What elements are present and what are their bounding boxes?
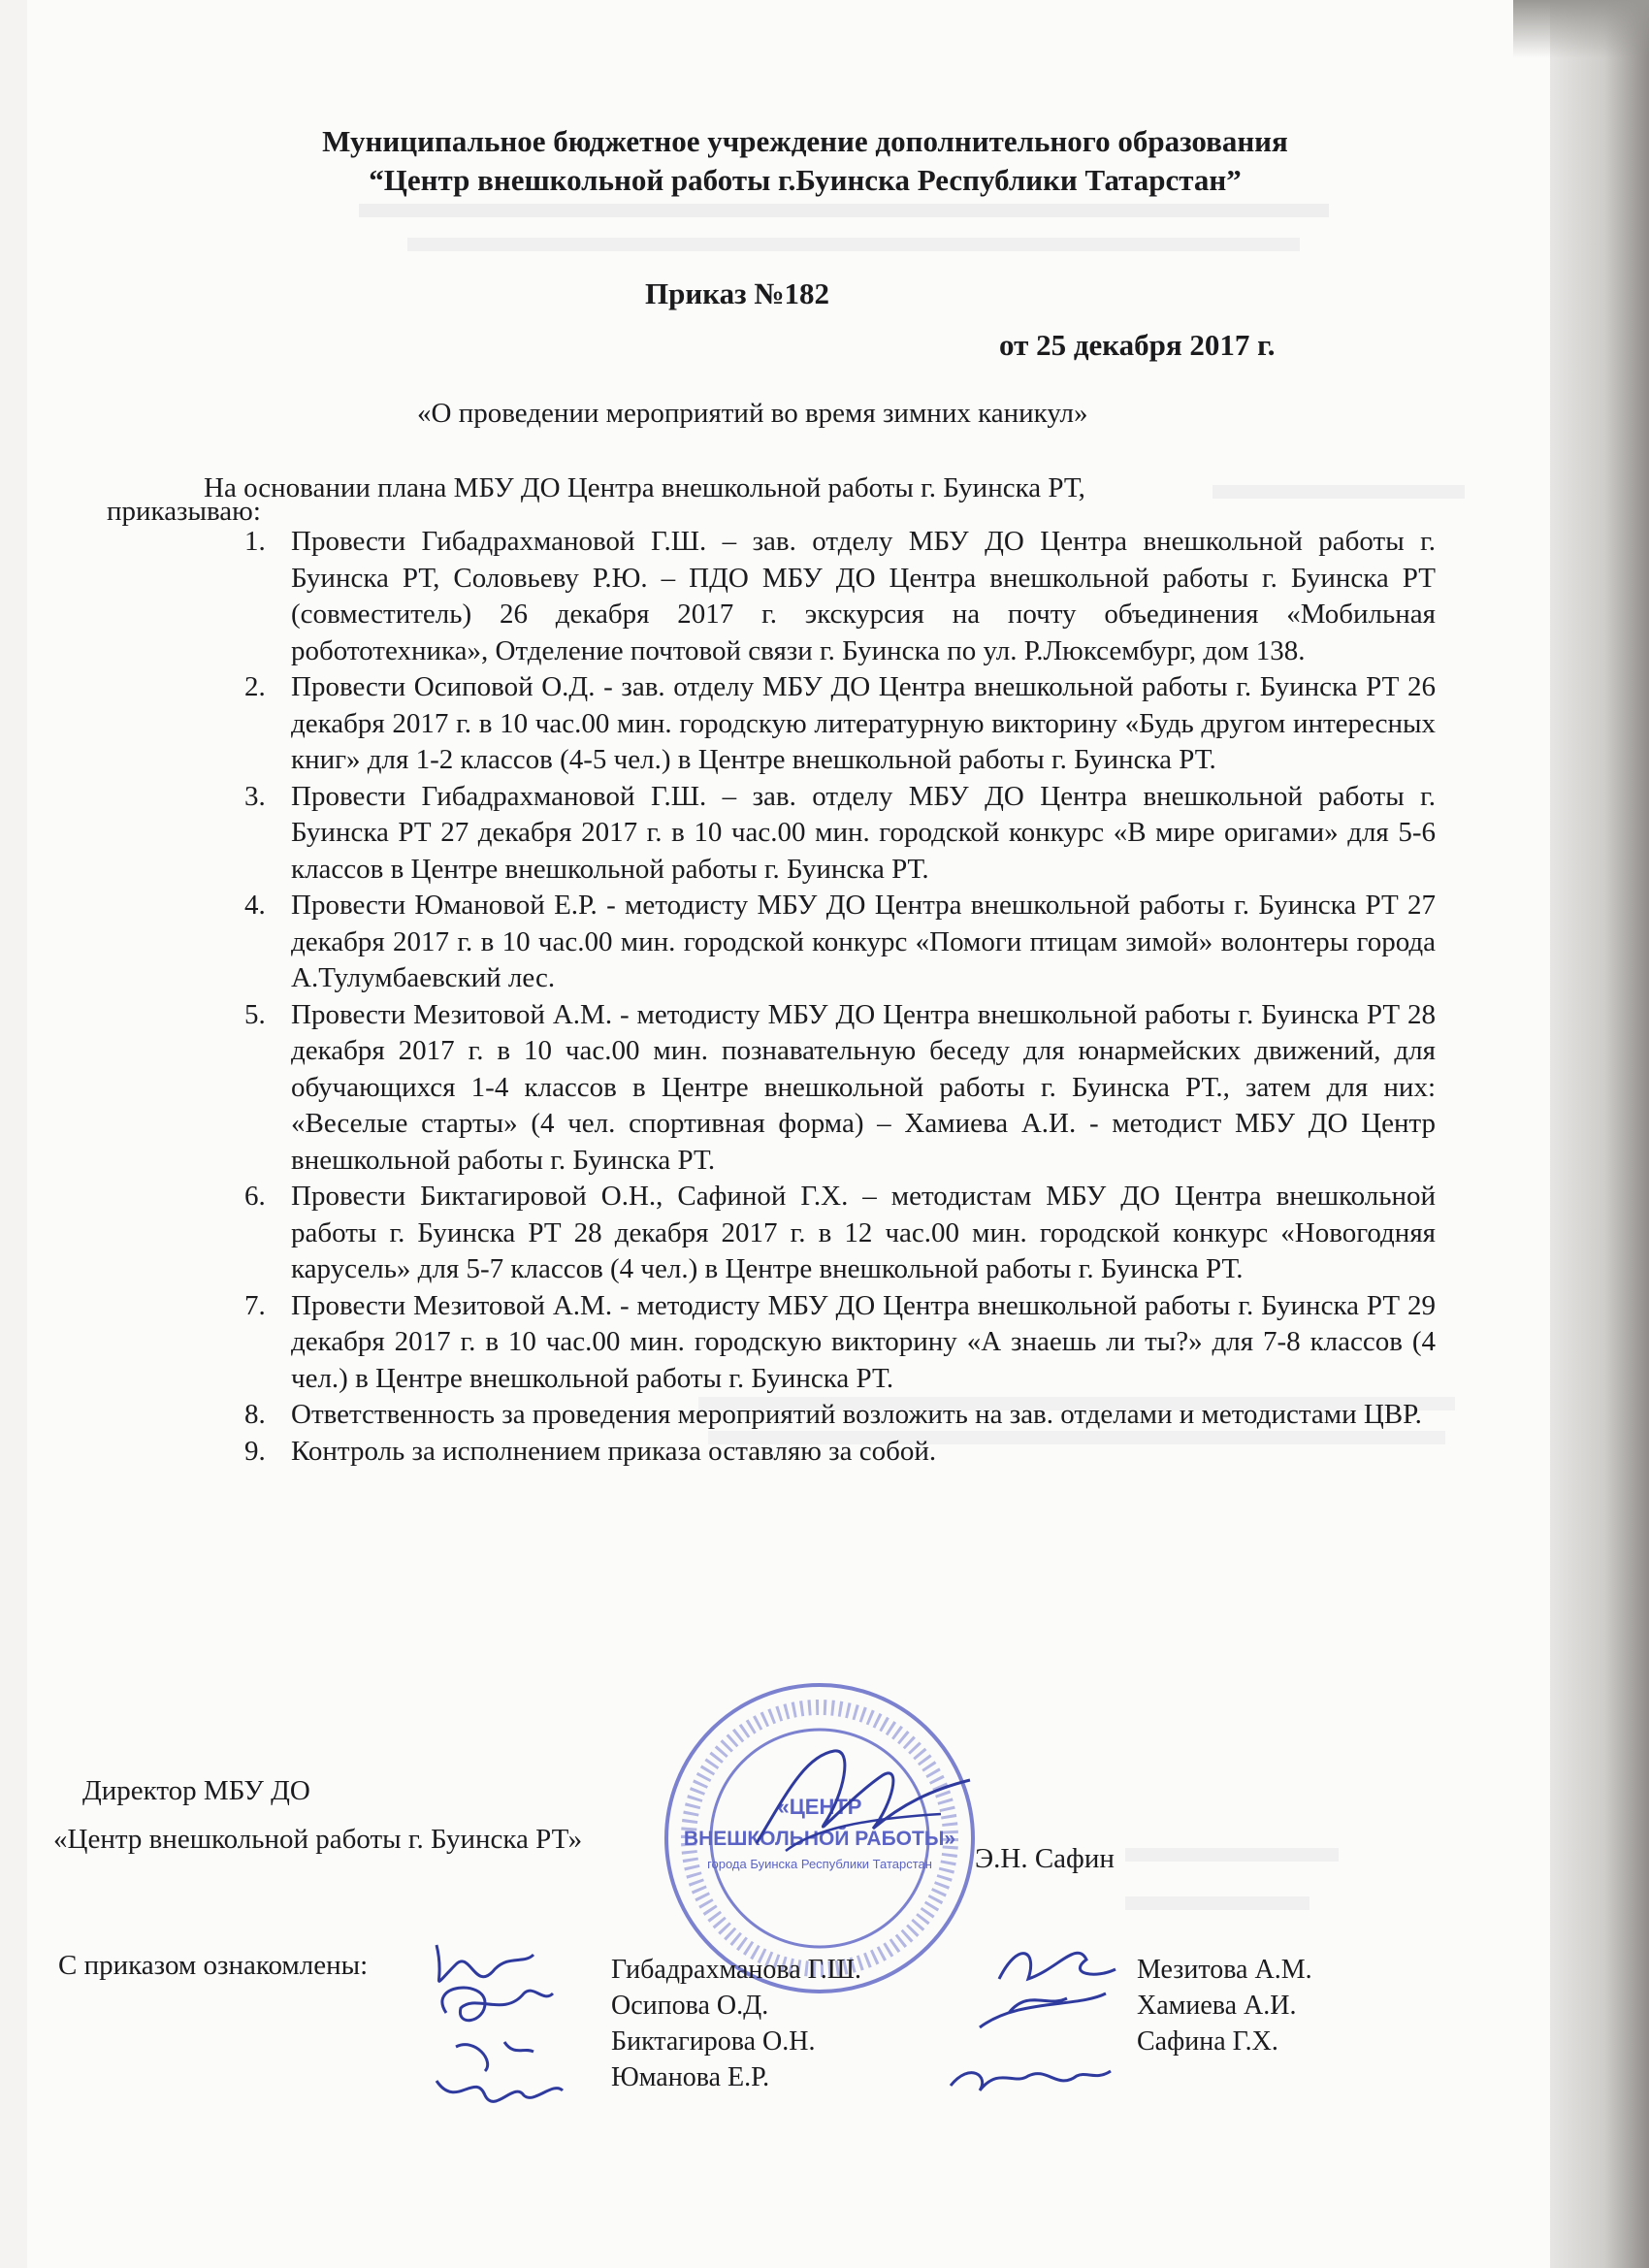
item-text: Провести Биктагировой О.Н., Сафиной Г.Х. – методистам МБУ ДО Центра внешкольной работы г. Буинска РТ 28 декабря 2017 г. в 12 час.00 мин. городской конкурс «Новогодняя карусель» для 5-7 классов (4 чел.) в Центре внешкольной работы г. Буинска РТ. bbox=[291, 1181, 1436, 1284]
order-item bbox=[244, 1179, 1436, 1288]
order-number: Приказ №182 bbox=[645, 276, 829, 310]
acquainted-name: Осипова О.Д. bbox=[611, 1991, 769, 2021]
item-text: Провести Осиповой О.Д. - зав. отделу МБУ ДО Центра внешкольной работы г. Буинска РТ 26 декабря 2017 г. в 10 час.00 мин. городскую литературную викторину «Будь другом интересных книг» для 1-2 классов (4-5 чел.) в Центре внешкольной работы г. Буинска РТ. bbox=[291, 671, 1436, 775]
acquainted-name: Мезитова А.М. bbox=[1137, 1955, 1312, 1985]
order-item bbox=[244, 1434, 1436, 1471]
scan-edge bbox=[1550, 0, 1649, 2268]
acquainted-label: С приказом ознакомлены: bbox=[58, 1950, 369, 1981]
scan-corner bbox=[1513, 0, 1649, 58]
item-text: Провести Мезитовой А.М. - методисту МБУ ДО Центра внешкольной работы г. Буинска РТ 28 декабря 2017 г. в 10 час.00 мин. познавательную беседу для юнармейских движений, для обучающихся 1-4 классов в Центре внешкольной работы г. Буинска РТ., затем для них: «Веселые старты» (4 чел. спортивная форма) – Хамиева А.И. - методист МБУ ДО Центр внешкольной работы г. Буинска РТ. bbox=[291, 998, 1436, 1176]
order-item bbox=[244, 997, 1436, 1180]
staff-signatures-left bbox=[417, 1926, 611, 2120]
item-number: 8. bbox=[244, 1399, 266, 1430]
item-number: 7. bbox=[244, 1289, 266, 1321]
order-item bbox=[244, 888, 1436, 997]
director-position-1: Директор МБУ ДО bbox=[82, 1775, 310, 1806]
order-subject: «О проведении мероприятий во время зимних каникул» bbox=[417, 398, 1088, 429]
item-number: 3. bbox=[244, 780, 266, 812]
order-item bbox=[244, 779, 1436, 889]
acquainted-column-2 bbox=[1137, 1952, 1312, 2059]
acquainted-name: Сафина Г.Х. bbox=[1137, 2026, 1278, 2057]
director-position-2: «Центр внешкольной работы г. Буинска РТ» bbox=[53, 1824, 583, 1855]
order-date: от 25 декабря 2017 г. bbox=[999, 328, 1276, 362]
item-number: 5. bbox=[244, 998, 266, 1030]
header-line-1: Муниципальное бюджетное учреждение дополнительного образования bbox=[322, 124, 1288, 158]
order-items bbox=[244, 524, 1436, 1470]
acquainted-name: Юманова Е.Р. bbox=[611, 2062, 770, 2092]
item-number: 6. bbox=[244, 1181, 266, 1212]
stamp-line-1: «ЦЕНТР bbox=[777, 1795, 862, 1819]
staff-signatures-right bbox=[941, 1930, 1135, 2115]
header-line-2: “Центр внешкольной работы г.Буинска Республики Татарстан” bbox=[369, 163, 1242, 197]
stamp-line-3: города Буинска Республики Татарстан bbox=[707, 1857, 932, 1871]
item-text: Провести Гибадрахмановой Г.Ш. – зав. отделу МБУ ДО Центра внешкольной работы г. Буинска РТ 27 декабря 2017 г. в 10 час.00 мин. городской конкурс «В мире оригами» для 5-6 классов в Центре внешкольной работы г. Буинска РТ. bbox=[291, 780, 1436, 885]
item-number: 2. bbox=[244, 671, 266, 702]
item-text: Провести Мезитовой А.М. - методисту МБУ ДО Центра внешкольной работы г. Буинска РТ 29 декабря 2017 г. в 10 час.00 мин. городскую викторину «А знаешь ли ты?» для 7-8 классов (4 чел.) в Центре внешкольной работы г. Буинска РТ. bbox=[291, 1289, 1436, 1394]
acquainted-column-1 bbox=[611, 1952, 861, 2095]
acquainted-name: Хамиева А.И. bbox=[1137, 1991, 1297, 2021]
item-number: 4. bbox=[244, 890, 266, 921]
order-item bbox=[244, 524, 1436, 669]
director-name: Э.Н. Сафин bbox=[975, 1843, 1115, 1874]
order-item bbox=[244, 1397, 1436, 1434]
intro-command: приказываю: bbox=[107, 496, 261, 527]
acquainted-name: Биктагирова О.Н. bbox=[611, 2026, 816, 2057]
order-item bbox=[244, 669, 1436, 779]
item-text: Контроль за исполнением приказа оставляю за собой. bbox=[291, 1435, 937, 1467]
item-text: Провести Гибадрахмановой Г.Ш. – зав. отделу МБУ ДО Центра внешкольной работы г. Буинска РТ, Соловьеву Р.Ю. – ПДО МБУ ДО Центра внешкольной работы г. Буинска РТ (совместитель) 26 декабря 2017 г. экскурсия на почту объединения «Мобильная робототехника», Отделение почтовой связи г. Буинска по ул. Р.Люксембург, дом 138. bbox=[291, 526, 1436, 666]
order-intro bbox=[107, 470, 1465, 529]
acquainted-name: Гибадрахманова Г.Ш. bbox=[611, 1955, 861, 1985]
item-number: 9. bbox=[244, 1435, 266, 1467]
intro-basis: На основании плана МБУ ДО Центра внешкольной работы г. Буинска РТ, bbox=[204, 472, 1085, 503]
order-item bbox=[244, 1288, 1436, 1398]
item-text: Ответственность за проведения мероприятий возложить на зав. отделами и методистами ЦВР. bbox=[291, 1399, 1422, 1430]
item-number: 1. bbox=[244, 526, 266, 557]
stamp-line-2: ВНЕШКОЛЬНОЙ РАБОТЫ» bbox=[683, 1828, 956, 1850]
item-text: Провести Юмановой Е.Р. - методисту МБУ ДО Центра внешкольной работы г. Буинска РТ 27 декабря 2017 г. в 10 час.00 мин. городской конкурс «Помоги птицам зимой» волонтеры города А.Тулумбаевский лес. bbox=[291, 890, 1436, 993]
director-signature bbox=[747, 1736, 980, 1863]
